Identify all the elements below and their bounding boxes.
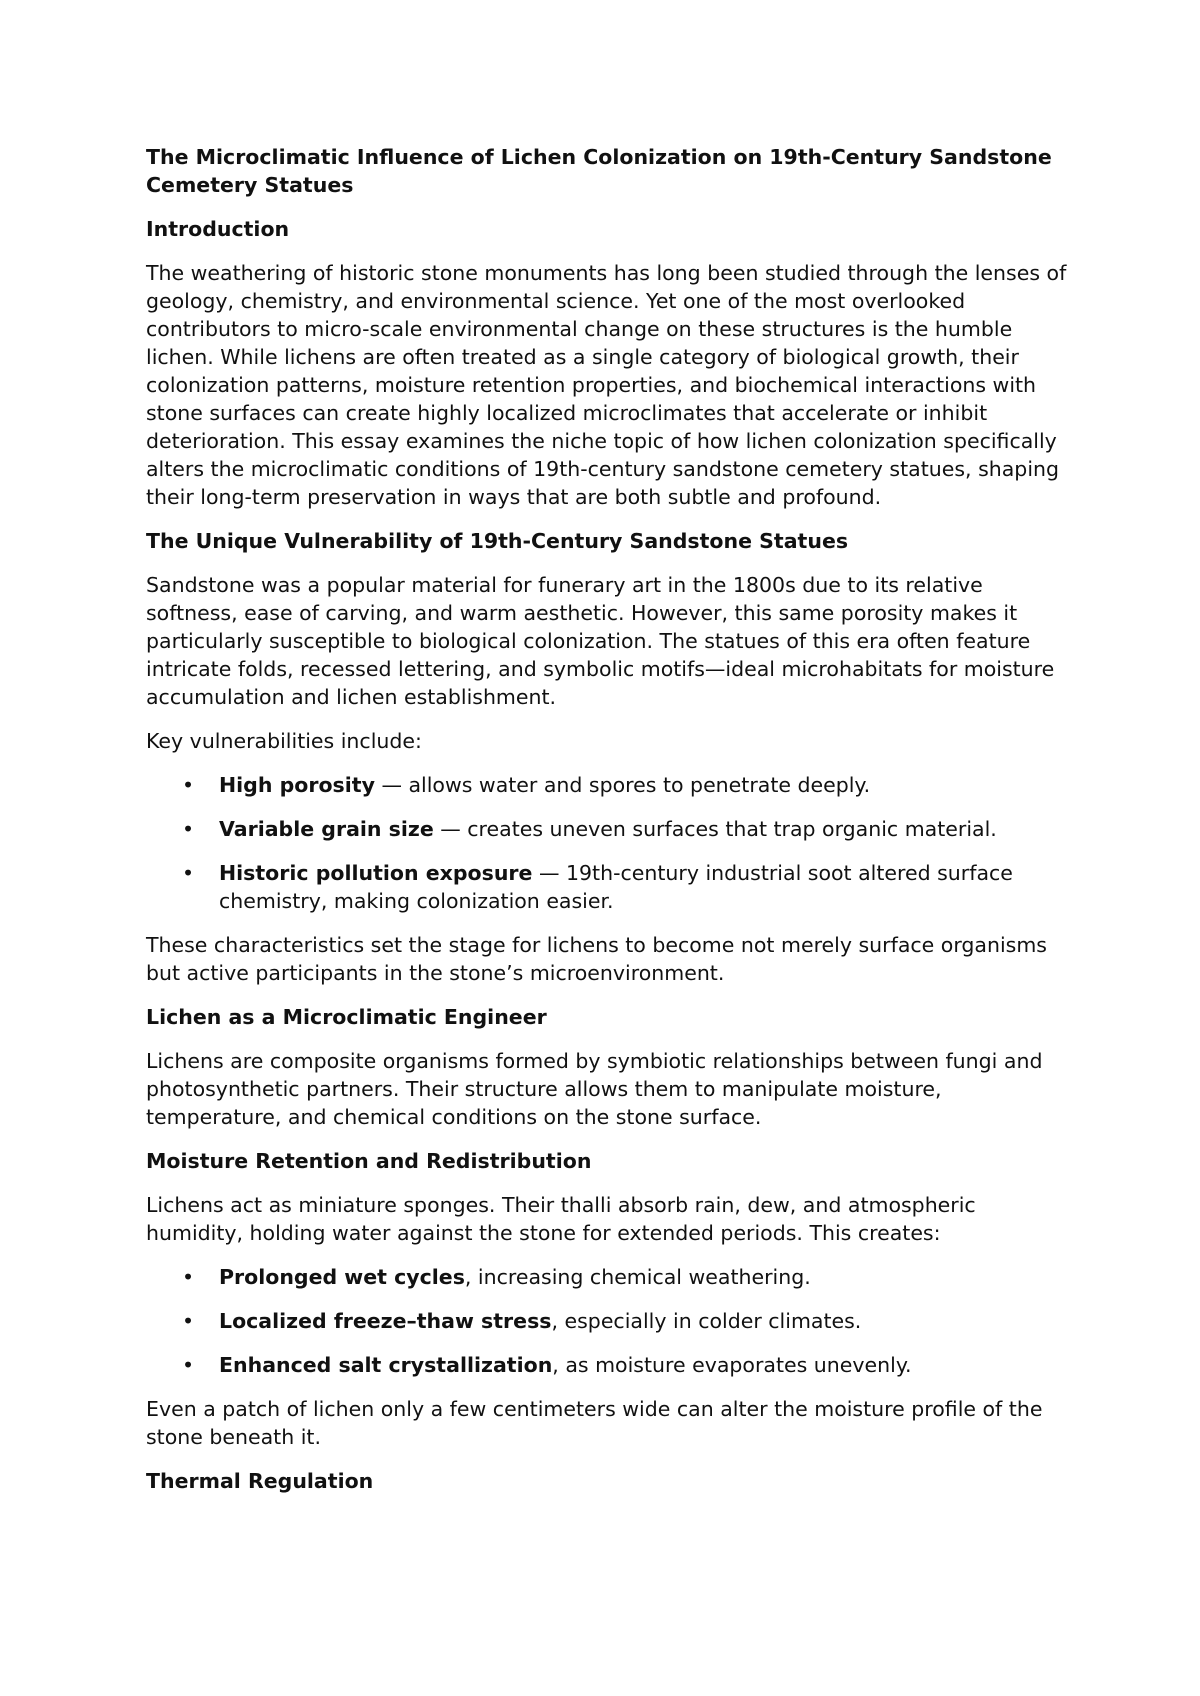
vulnerability-list-intro: Key vulnerabilities include: [146,729,422,753]
heading-introduction: Introduction [146,217,290,241]
heading-thermal: Thermal Regulation [146,1469,374,1493]
list-item-text: , especially in colder climates. [551,1309,862,1333]
heading-vulnerability: The Unique Vulnerability of 19th-Century Sandstone Statues [146,529,849,553]
moisture-paragraph: Lichens act as miniature sponges. Their thalli absorb rain, dew, and atmospheric humidity, holding water against the stone for extended periods. This creates: [146,1193,976,1245]
vulnerability-paragraph: Sandstone was a popular material for funerary art in the 1800s due to its relative softness, ease of carving, and warm aesthetic. However, this same porosity makes it particularly susceptible to biological colonization. The statues of this era often feature intricate folds, recessed lettering, and symbolic motifs—ideal microhabitats for moisture accumulation and lichen establishment. [146,573,1055,709]
bullet-icon: • [182,1309,195,1333]
list-item [146,1351,1076,1379]
list-item [146,859,1076,915]
heading-engineer: Lichen as a Microclimatic Engineer [146,1005,547,1029]
document-page [146,143,1076,1511]
bullet-icon: • [182,1353,195,1377]
bullet-icon: • [182,861,195,885]
list-item-term: Enhanced salt crystallization [219,1353,553,1377]
document-title: The Microclimatic Influence of Lichen Colonization on 19th-Century Sandstone Cemetery Statues [146,145,1052,197]
moisture-list [146,1263,1076,1379]
bullet-icon: • [182,1265,195,1289]
list-item-text: — 19th-century industrial soot altered surface chemistry, making colonization easier. [219,861,1013,913]
list-item [146,1263,1076,1291]
list-item-text: , as moisture evaporates unevenly. [552,1353,912,1377]
vulnerability-list [146,771,1076,915]
list-item-term: Variable grain size [219,817,434,841]
vulnerability-conclusion: These characteristics set the stage for lichens to become not merely surface organisms but active participants in the stone’s microenvironment. [146,933,1047,985]
bullet-icon: • [182,817,195,841]
list-item [146,815,1076,843]
list-item [146,771,1076,799]
list-item-text: — creates uneven surfaces that trap organic material. [433,817,997,841]
list-item-text: , increasing chemical weathering. [464,1265,811,1289]
moisture-conclusion: Even a patch of lichen only a few centimeters wide can alter the moisture profile of the stone beneath it. [146,1397,1043,1449]
engineer-paragraph: Lichens are composite organisms formed by symbiotic relationships between fungi and photosynthetic partners. Their structure allows them to manipulate moisture, temperature, and chemical conditions on the stone surface. [146,1049,1043,1129]
list-item-term: High porosity [219,773,375,797]
heading-moisture: Moisture Retention and Redistribution [146,1149,592,1173]
list-item-term: Historic pollution exposure [219,861,533,885]
list-item-term: Prolonged wet cycles [219,1265,465,1289]
list-item-term: Localized freeze–thaw stress [219,1309,552,1333]
introduction-paragraph: The weathering of historic stone monuments has long been studied through the lenses of geology, chemistry, and environmental science. Yet one of the most overlooked contributors to micro-scale environmental change on these structures is the humble lichen. While lichens are often treated as a single category of biological growth, their colonization patterns, moisture retention properties, and biochemical interactions with stone surfaces can create highly localized microclimates that accelerate or inhibit deterioration. This essay examines the niche topic of how lichen colonization specifically alters the microclimatic conditions of 19th-century sandstone cemetery statues, shaping their long-term preservation in ways that are both subtle and profound. [146,261,1067,509]
list-item-text: — allows water and spores to penetrate deeply. [374,773,871,797]
list-item [146,1307,1076,1335]
bullet-icon: • [182,773,195,797]
